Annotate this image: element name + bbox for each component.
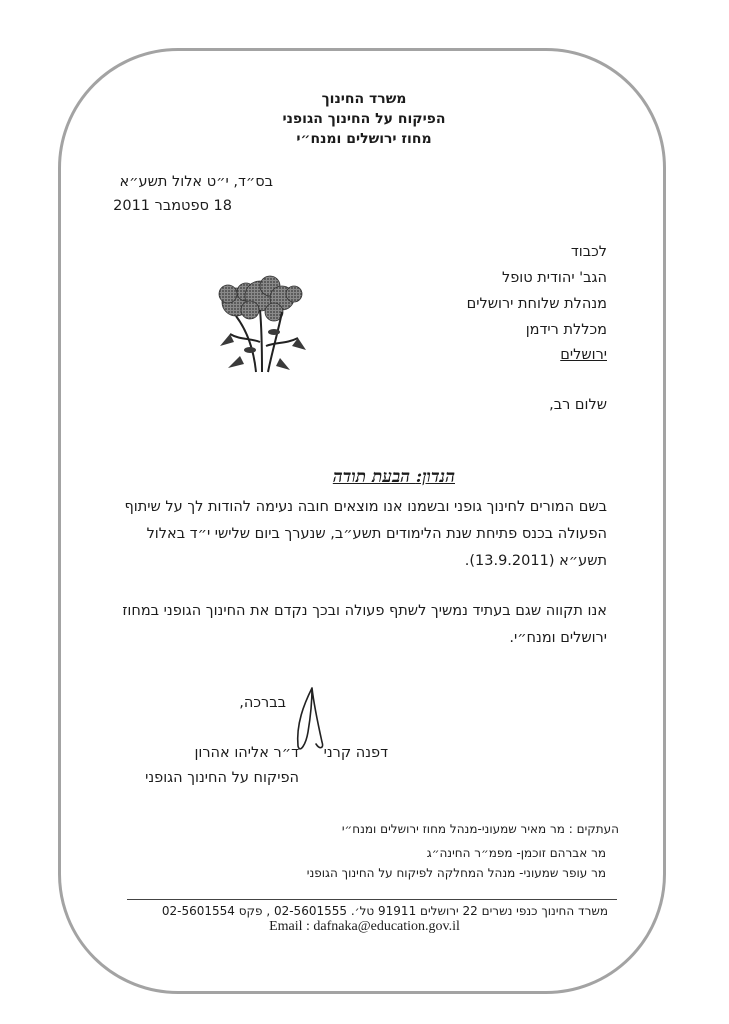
recipient-title: מנהלת שלוחת ירושלים [466,296,607,312]
signer-1-name: דפנה קרני [323,745,388,761]
footer-address: משרד החינוך כנפי נשרים 22 ירושלים 91911 טל׳. 02-5601555 , פקס 02-5601554 [161,904,608,918]
signers-role: הפיקוח על החינוך הגופני [145,770,299,786]
header-ministry: משרד החינוך [321,91,407,107]
closing: בברכה, [239,695,286,711]
body-paragraph-2-line-1: אנו תקווה שגם בעתיד נמשיך לשתף פעולה ובכך נקדם את החינוך הגופני במחוז [122,603,607,619]
footer-divider [127,899,617,900]
footer-email: Email : dafnaka@education.gov.il [269,919,460,934]
signer-2-name: ד״ר אליהו אהרון [194,745,299,761]
body-paragraph-2-line-2: ירושלים ומנח״י. [509,630,607,646]
cc-line-2: מר אברהם זוכמן- מפמ״ר החינה״ג [426,846,606,860]
recipient-name: הגב' יהודית טופל [501,270,607,286]
subject-text: הבעת תודה [332,467,410,487]
cc-line-3: מר עופר שמעוני- מנהל המחלקה לפיקוח על החינוך הגופני [306,866,606,880]
body-paragraph-1-line-1: בשם המורים לחינוך גופני ובשמנו אנו מוצאים חובה נעימה להודות לך על שיתוף [124,499,607,515]
greeting: שלום רב, [549,397,607,413]
recipient-salutation: לכבוד [570,244,607,260]
subject-line [333,467,455,487]
date-hebrew: בס״ד, י״ט אלול תשע״א [119,174,273,190]
subject-prefix: הנדון: [415,467,455,487]
cc-line-1: העתקים : מר מאיר שמעוני-מנהל מחוז ירושלים ומנח״י [341,822,619,836]
recipient-city: ירושלים [560,347,607,363]
body-paragraph-1-line-2: הפעולה בכנס פתיחת שנת הלימודים תשע״ב, שנערך ביום שלישי י״ד באלול [146,526,607,542]
flower-logo [210,272,310,376]
header-district: מחוז ירושלים ומנח״י [296,131,432,147]
header-department: הפיקוח על החינוך הגופני [282,111,446,127]
date-gregorian: 18 ספטמבר 2011 [113,198,232,214]
recipient-institution: מכללת רידמן [525,322,607,338]
body-paragraph-1-line-3: תשע״א (13.9.2011). [464,553,607,569]
